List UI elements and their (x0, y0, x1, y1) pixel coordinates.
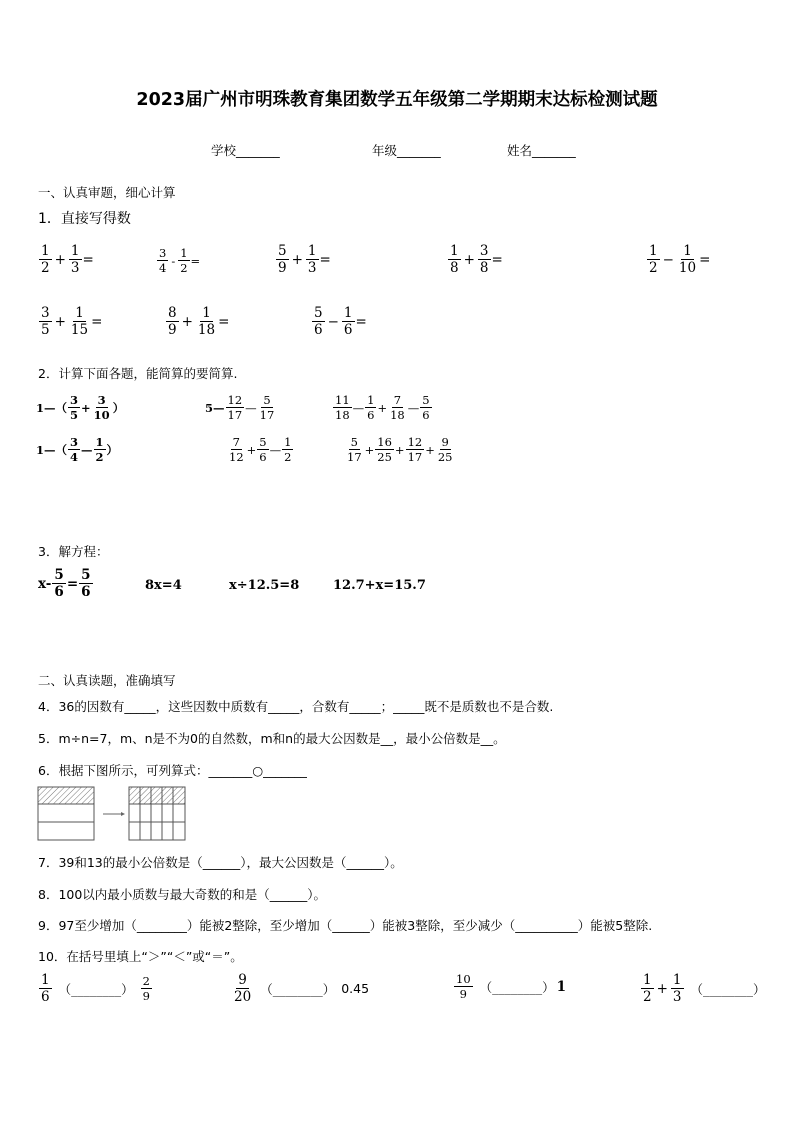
q10-compare-3: $\frac{10}{9}$ （________） 1 (456, 972, 567, 1002)
q2-expr-2: 5— $\frac{12}{17}$ — $\frac{5}{17}$ (205, 393, 275, 423)
q2-expr-1: 1—（ $\frac{3}{5}$ + $\frac{3}{10}$ ） (36, 393, 125, 423)
right-rectangle (129, 787, 185, 840)
q2-expr-6: $\frac{5}{17}$ + $\frac{16}{25}$ + $\frac{12}{17}$ + $\frac{9}{25}$ (347, 435, 453, 465)
answer-blank[interactable]: （________） (260, 981, 336, 997)
left-rectangle (38, 787, 94, 840)
q2-expr-3: $\frac{11}{18}$ — $\frac{1}{6}$ + $\frac{7}{18}$ — $\frac{5}{6}$ (335, 393, 430, 423)
grade-field[interactable]: 年级_______ (372, 143, 441, 158)
q1-item-1: $\frac{1}{2}$ + $\frac{1}{3}$ = (41, 243, 94, 277)
name-field[interactable]: 姓名_______ (507, 143, 576, 158)
q1-item-8: $\frac{5}{6}$ − $\frac{1}{6}$ = (314, 305, 367, 339)
q6-text: 6．根据下图所示，可列算式：_______○_______ (38, 763, 307, 778)
q5-text: 5．m÷n=7，m、n是不为0的自然数，m和n的最大公因数是__，最小公倍数是__。 (38, 731, 506, 746)
section-1-heading: 一、认真审题，细心计算 (38, 185, 176, 200)
answer-blank[interactable]: （________） (690, 981, 766, 997)
q3-equation-3: x÷12.5=8 (229, 578, 300, 593)
q9-text: 9．97至少增加（________）能被2整除，至少增加（______）能被3整除，至少减少（__________）能被5整除. (38, 918, 653, 933)
answer-blank[interactable]: （________） (479, 979, 555, 995)
q10-compare-4: $\frac{1}{2}$ + $\frac{1}{3}$ （________） (643, 972, 766, 1006)
q1-label: 1．直接写得数 (38, 211, 131, 227)
q10-compare-1: $\frac{1}{6}$ （________） $\frac{2}{9}$ (41, 972, 150, 1006)
q4-text: 4．36的因数有_____，这些因数中质数有_____，合数有_____；_____既不是质数也不是合数. (38, 699, 554, 714)
q2-label: 2．计算下面各题，能简算的要简算. (38, 366, 238, 381)
q2-expr-4: 1—（ $\frac{3}{4}$ — $\frac{1}{2}$ ） (36, 435, 119, 465)
q6-fraction-diagram (37, 786, 187, 842)
q1-item-5: $\frac{1}{2}$ − $\frac{1}{10}$ = (649, 243, 711, 277)
q1-item-7: $\frac{8}{9}$ + $\frac{1}{18}$ = (168, 305, 230, 339)
q1-item-6: $\frac{3}{5}$ + $\frac{1}{15}$ = (41, 305, 103, 339)
q3-equation-2: 8x=4 (145, 578, 182, 593)
school-field[interactable]: 学校_______ (211, 143, 280, 158)
q1-item-4: $\frac{1}{8}$ + $\frac{3}{8}$ = (450, 243, 503, 277)
q7-text: 7．39和13的最小公倍数是（______），最大公因数是（______）。 (38, 855, 403, 870)
q10-label: 10．在括号里填上“＞”“＜”或“＝”。 (38, 949, 243, 964)
q1-item-3: $\frac{5}{9}$ + $\frac{1}{3}$ = (278, 243, 331, 277)
q2-expr-5: $\frac{7}{12}$ + $\frac{5}{6}$ — $\frac{1}{2}$ (229, 435, 292, 465)
q8-text: 8．100以内最小质数与最大奇数的和是（______）。 (38, 887, 327, 902)
q10-compare-2: $\frac{9}{20}$ （________） 0.45 (234, 972, 370, 1006)
q3-equation-1: x- $\frac{5}{6}$ = $\frac{5}{6}$ (38, 567, 91, 601)
answer-blank[interactable]: （________） (58, 981, 134, 997)
q1-item-2: $\frac{3}{4}$ - $\frac{1}{2}$ = (159, 246, 201, 276)
page-title: 2023届广州市明珠教育集团数学五年级第二学期期末达标检测试题 (136, 90, 658, 110)
q3-label: 3．解方程： (38, 544, 109, 559)
section-2-heading: 二、认真读题，准确填写 (38, 673, 176, 688)
q3-equation-4: 12.7+x=15.7 (333, 578, 426, 593)
arrow-icon (103, 812, 125, 816)
